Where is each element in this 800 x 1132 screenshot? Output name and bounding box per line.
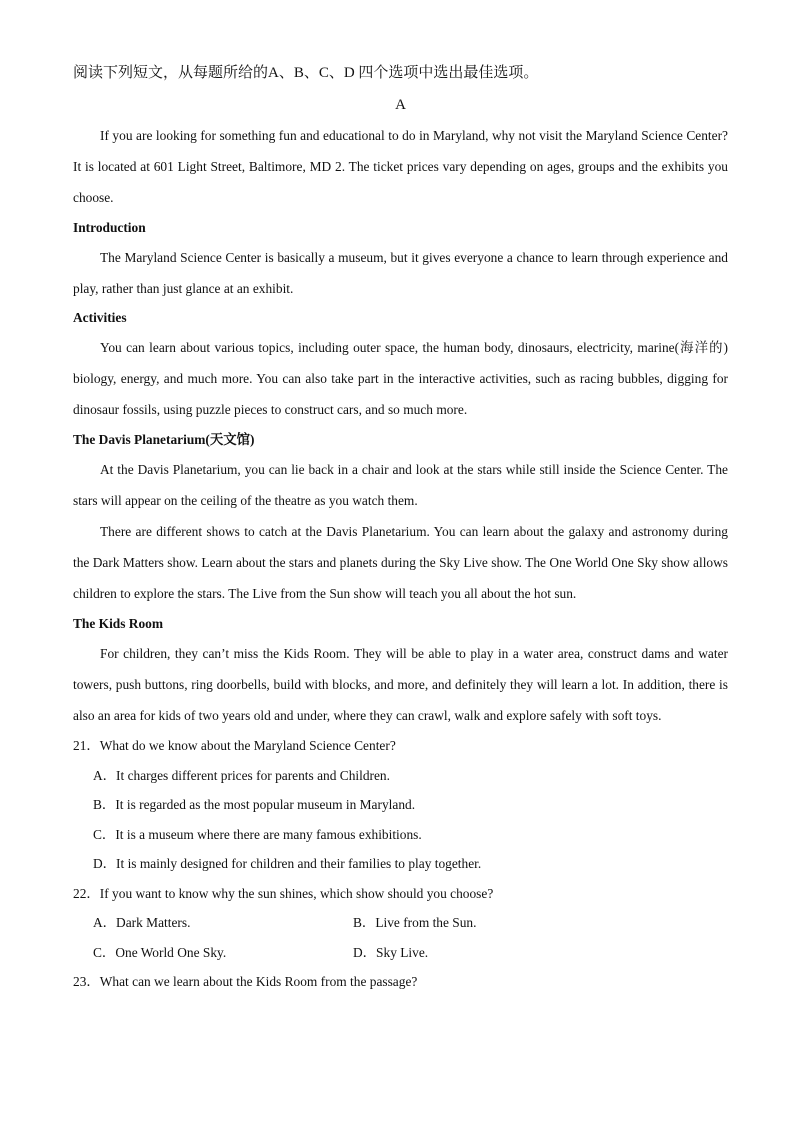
section-heading-planetarium: The Davis Planetarium(天文馆) bbox=[73, 431, 255, 447]
question-23 bbox=[73, 967, 728, 997]
option-a: A．It charges different prices for parents and Children. bbox=[93, 767, 390, 783]
question-22 bbox=[73, 879, 728, 968]
intro-paragraph: If you are looking for something fun and educational to do in Maryland, why not visit the Maryland Science Center? It is located at 601 Light Street, Baltimore, MD 2. The ticket prices vary depending on ages, groups and the exhibits you choose. bbox=[73, 128, 728, 206]
document-page bbox=[73, 60, 728, 997]
question-stem: 21．What do we know about the Maryland Science Center? bbox=[73, 738, 396, 754]
option-b: B．Live from the Sun. bbox=[353, 915, 477, 931]
option-row bbox=[73, 908, 728, 938]
option-c: C．One World One Sky. bbox=[93, 944, 227, 960]
kids-room-paragraph: For children, they can’t miss the Kids Room. They will be able to play in a water area, construct dams and water towers, push buttons, ring doorbells, build with blocks, and more, and definitely they will learn a lot. In addition, there is also an area for kids of two years old and under, where they can crawl, walk and explore safely with soft toys. bbox=[73, 645, 728, 724]
option-row bbox=[73, 938, 728, 968]
instruction-text: 阅读下列短文，从每题所给的A、B、C、D 四个选项中选出最佳选项。 bbox=[73, 65, 539, 81]
activities-paragraph: You can learn about various topics, including outer space, the human body, dinosaurs, electricity, marine(海洋的) biology, energy, and much more. You can also take part in the interactive activities, such as racing bubbles, digging for dinosaur fossils, using puzzle pieces to construct cars, and so much more. bbox=[73, 340, 728, 418]
section-heading-kids-room: The Kids Room bbox=[73, 615, 164, 631]
planetarium-paragraph-1: At the Davis Planetarium, you can lie back in a chair and look at the stars while still inside the Science Center. The stars will appear on the ceiling of the theatre as you watch them. bbox=[73, 461, 728, 508]
section-heading-activities: Activities bbox=[73, 310, 127, 326]
option-d: D．It is mainly designed for children and their families to play together. bbox=[93, 856, 482, 872]
option-a: A．Dark Matters. bbox=[93, 915, 191, 931]
section-letter: A bbox=[395, 97, 406, 113]
option-c: C．It is a museum where there are many famous exhibitions. bbox=[93, 826, 422, 842]
planetarium-paragraph-2: There are different shows to catch at the Davis Planetarium. You can learn about the galaxy and astronomy during the Dark Matters show. Learn about the stars and planets during the Sky Live show. The One World One Sky show allows children to explore the stars. The Live from the Sun show will teach you all about the hot sun. bbox=[73, 524, 728, 602]
introduction-paragraph: The Maryland Science Center is basically a museum, but it gives everyone a chance to learn through experience and play, rather than just glance at an exhibit. bbox=[73, 249, 728, 296]
question-stem: 23．What can we learn about the Kids Room from the passage? bbox=[73, 974, 418, 990]
section-heading-introduction: Introduction bbox=[73, 219, 146, 235]
question-stem: 22．If you want to know why the sun shines, which show should you choose? bbox=[73, 885, 494, 901]
question-21 bbox=[73, 731, 728, 879]
option-d: D．Sky Live. bbox=[353, 944, 429, 960]
option-b: B．It is regarded as the most popular museum in Maryland. bbox=[93, 797, 416, 813]
